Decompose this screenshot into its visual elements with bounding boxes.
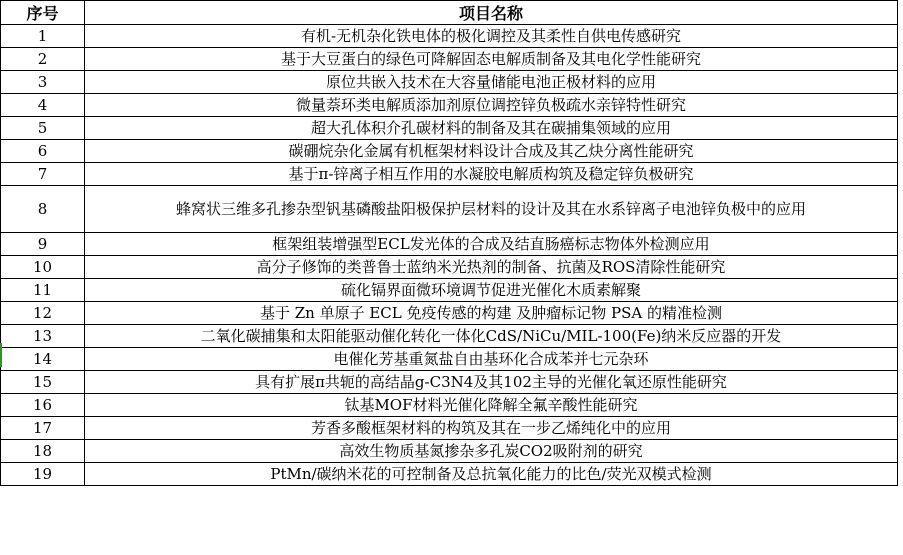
row-number-cell[interactable]: 12 [1,302,85,325]
row-number-cell[interactable]: 15 [1,371,85,394]
row-number-cell[interactable]: 5 [1,117,85,140]
row-number-cell[interactable]: 6 [1,140,85,163]
row-number-cell[interactable]: 11 [1,279,85,302]
row-number-cell[interactable]: 9 [1,233,85,256]
table-row [1,140,898,163]
project-name-cell[interactable]: 钛基MOF材料光催化降解全氟辛酸性能研究 [85,394,898,417]
table-row [1,417,898,440]
table-row [1,302,898,325]
row-number-cell[interactable]: 10 [1,256,85,279]
table-row [1,163,898,186]
row-number-cell[interactable]: 14 [1,348,85,371]
row-number-cell[interactable]: 19 [1,463,85,486]
table-row [1,440,898,463]
header-row [1,1,898,25]
project-name-cell[interactable]: 超大孔体积介孔碳材料的制备及其在碳捕集领域的应用 [85,117,898,140]
project-name-cell[interactable]: 硫化镉界面微环境调节促进光催化木质素解聚 [85,279,898,302]
row-number-cell[interactable]: 13 [1,325,85,348]
row-number-cell[interactable]: 16 [1,394,85,417]
project-name-cell[interactable]: 基于大豆蛋白的绿色可降解固态电解质制备及其电化学性能研究 [85,48,898,71]
project-name-cell[interactable]: 框架组装增强型ECL发光体的合成及结直肠癌标志物体外检测应用 [85,233,898,256]
table-row [1,94,898,117]
table-row [1,463,898,486]
project-name-cell[interactable]: 碳硼烷杂化金属有机框架材料设计合成及其乙炔分离性能研究 [85,140,898,163]
table-row [1,256,898,279]
row-number-cell[interactable]: 3 [1,71,85,94]
project-name-cell[interactable]: PtMn/碳纳米花的可控制备及总抗氧化能力的比色/荧光双模式检测 [85,463,898,486]
project-name-cell[interactable]: 微量萘环类电解质添加剂原位调控锌负极疏水亲锌特性研究 [85,94,898,117]
table-row [1,394,898,417]
table-row [1,348,898,371]
table-row [1,117,898,140]
header-project-name[interactable]: 项目名称 [85,1,898,25]
project-name-cell[interactable]: 二氧化碳捕集和太阳能驱动催化转化一体化CdS/NiCu/MIL-100(Fe)纳米反应器的开发 [85,325,898,348]
table-row [1,186,898,233]
table-row [1,325,898,348]
project-name-cell[interactable]: 蜂窝状三维多孔掺杂型钒基磷酸盐阳极保护层材料的设计及其在水系锌离子电池锌负极中的应用 [85,186,898,233]
project-name-cell[interactable]: 具有扩展π共轭的高结晶g-C3N4及其102主导的光催化氧还原性能研究 [85,371,898,394]
selection-edge-marker [0,343,2,367]
row-number-cell[interactable]: 1 [1,25,85,48]
row-number-cell[interactable]: 2 [1,48,85,71]
project-name-cell[interactable]: 高分子修饰的类普鲁士蓝纳米光热剂的制备、抗菌及ROS清除性能研究 [85,256,898,279]
row-number-cell[interactable]: 4 [1,94,85,117]
table-row [1,279,898,302]
table-row [1,25,898,48]
project-name-cell[interactable]: 基于π-锌离子相互作用的水凝胶电解质构筑及稳定锌负极研究 [85,163,898,186]
table-row [1,233,898,256]
table-row [1,71,898,94]
row-number-cell[interactable]: 8 [1,186,85,233]
table-row [1,48,898,71]
row-number-cell[interactable]: 18 [1,440,85,463]
project-name-cell[interactable]: 芳香多酸框架材料的构筑及其在一步乙烯纯化中的应用 [85,417,898,440]
project-name-cell[interactable]: 原位共嵌入技术在大容量储能电池正极材料的应用 [85,71,898,94]
project-name-cell[interactable]: 有机-无机杂化铁电体的极化调控及其柔性自供电传感研究 [85,25,898,48]
project-name-cell[interactable]: 电催化芳基重氮盐自由基环化合成苯并七元杂环 [85,348,898,371]
row-number-cell[interactable]: 17 [1,417,85,440]
project-name-cell[interactable]: 基于 Zn 单原子 ECL 免疫传感的构建 及肿瘤标记物 PSA 的精准检测 [85,302,898,325]
header-serial-number[interactable]: 序号 [1,1,85,25]
row-number-cell[interactable]: 7 [1,163,85,186]
table-row [1,371,898,394]
project-name-cell[interactable]: 高效生物质基氮掺杂多孔炭CO2吸附剂的研究 [85,440,898,463]
